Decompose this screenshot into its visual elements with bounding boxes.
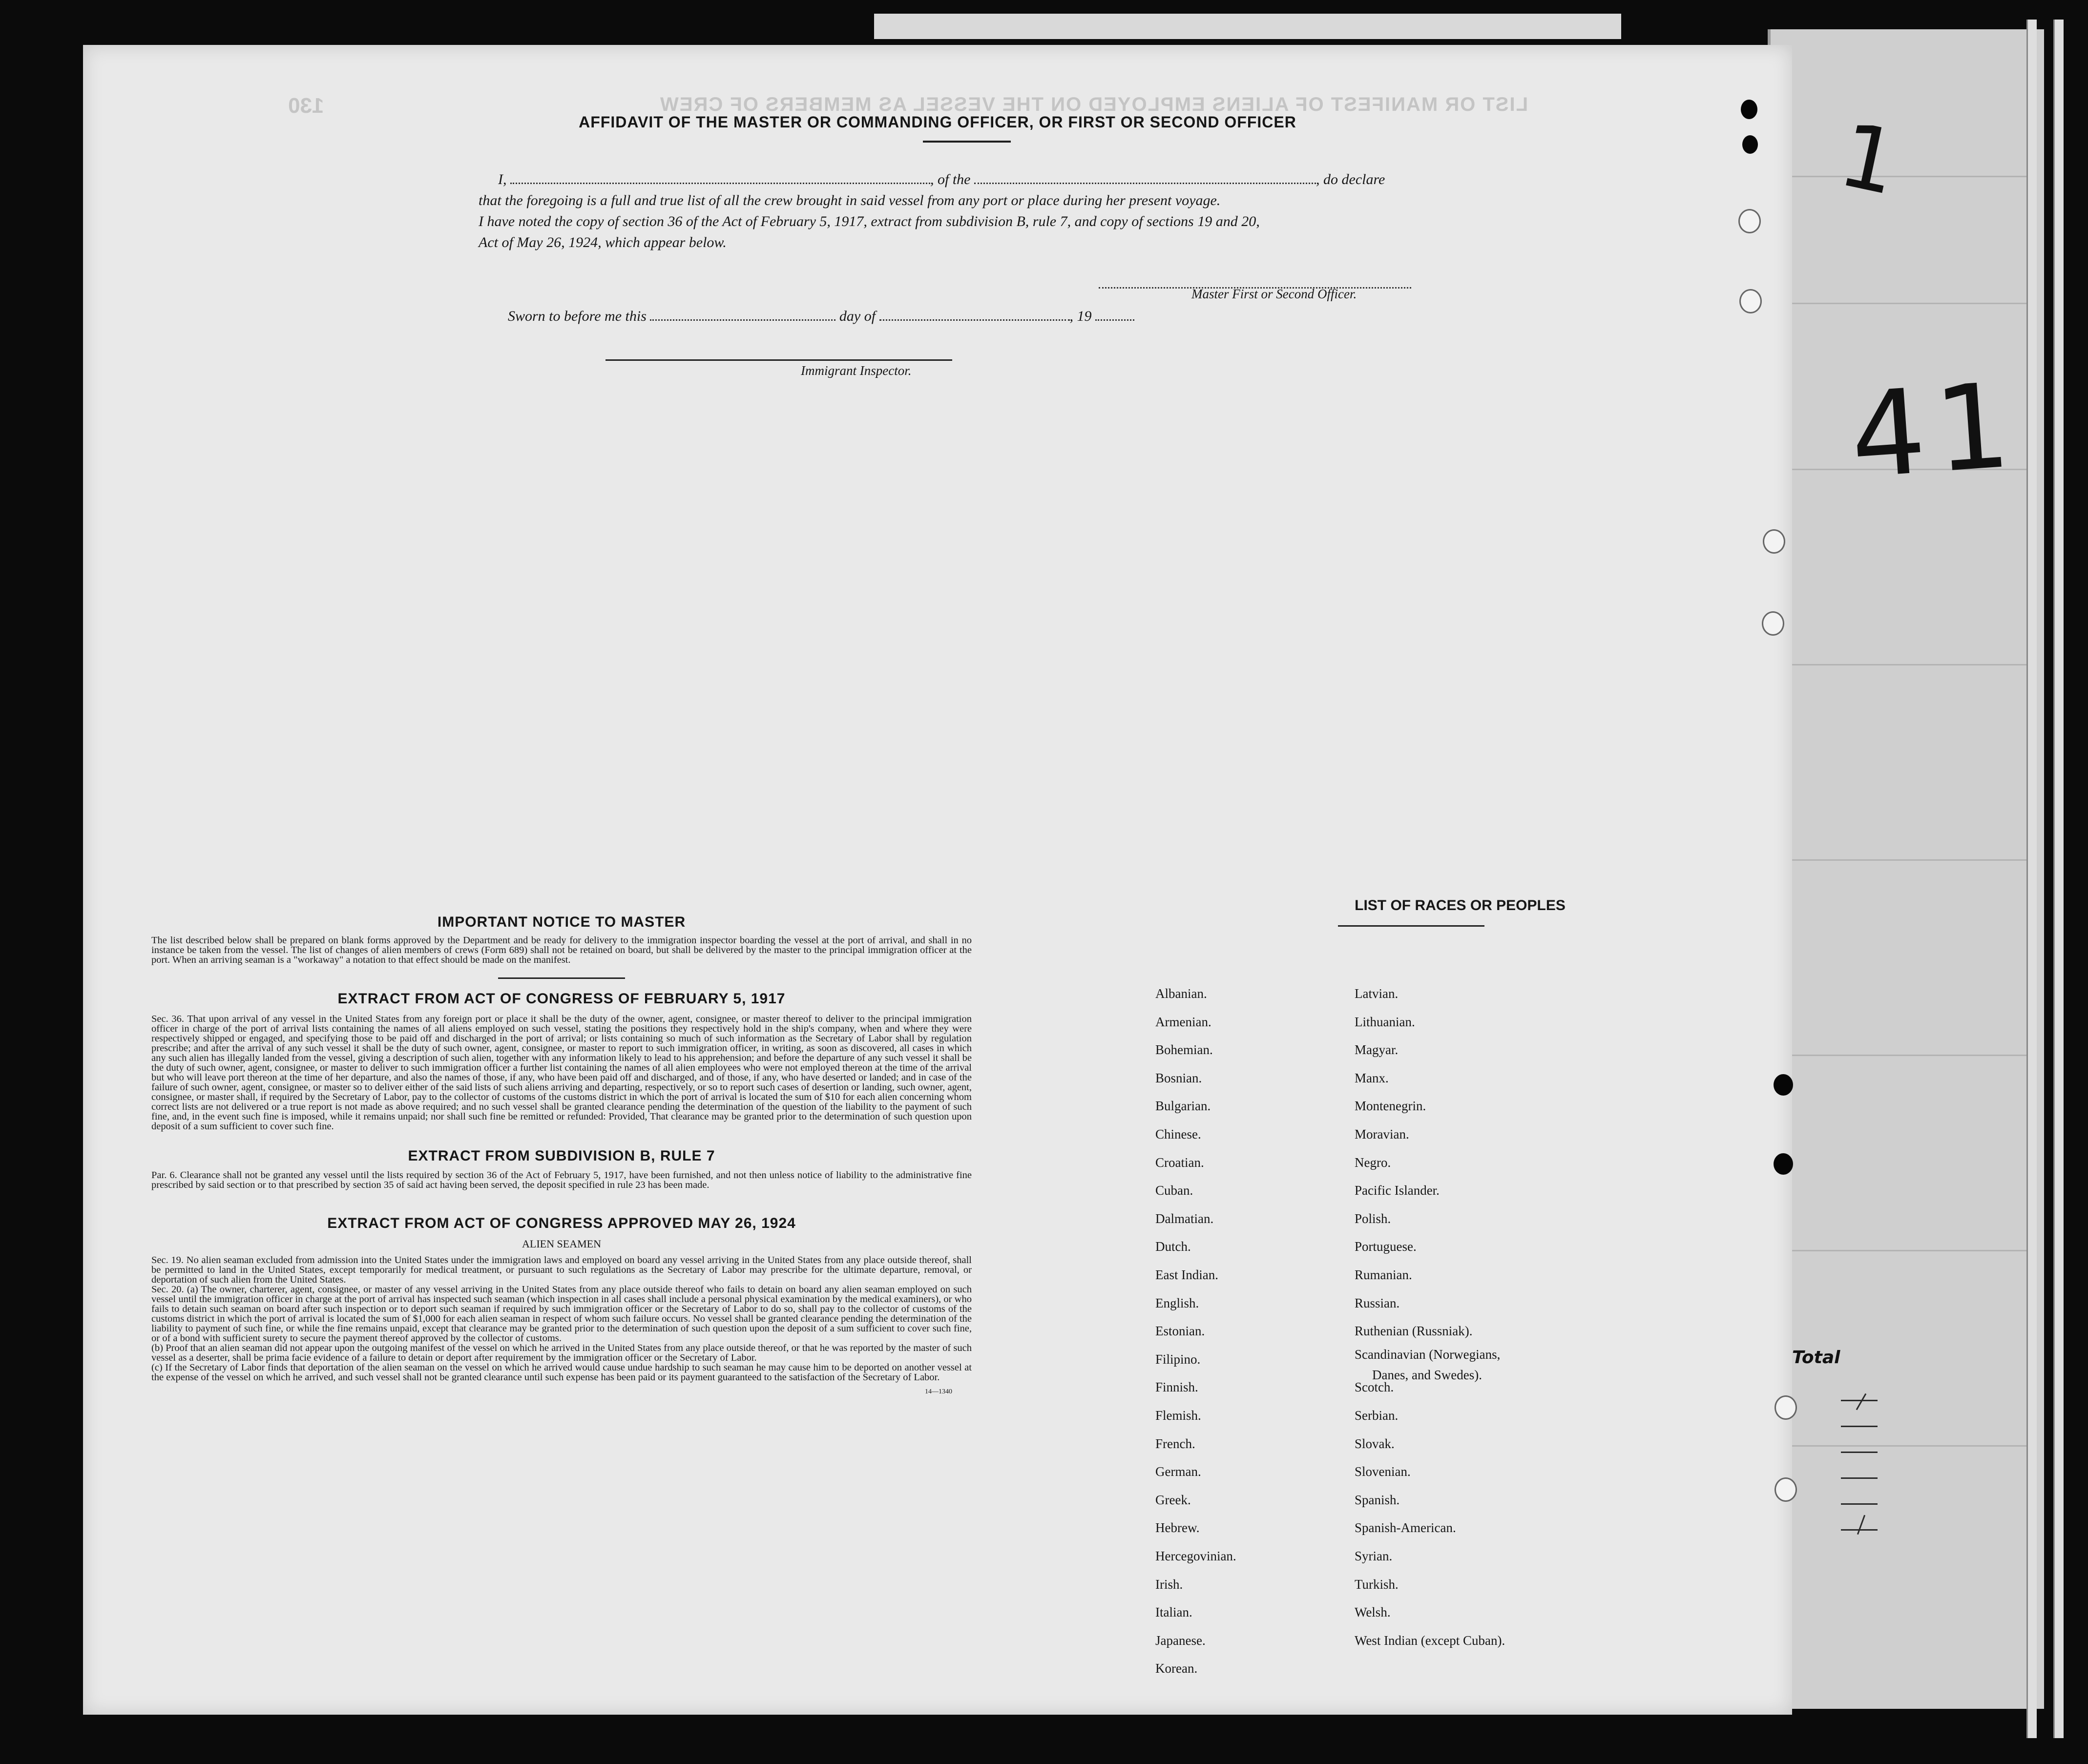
handwritten-number: 41 [1846,356,2024,505]
race-item: Albanian. [1155,986,1207,1001]
binder-hole [1741,100,1757,119]
bleed-through-header: LIST OR MANIFEST OF ALIENS EMPLOYED ON THE VESSEL AS MEMBERS OF CREW [659,94,1528,115]
notice-title: IMPORTANT NOTICE TO MASTER [437,914,686,930]
race-item: Dutch. [1155,1239,1191,1254]
race-item: Bohemian. [1155,1042,1213,1058]
race-item: French. [1155,1436,1195,1451]
race-item: Danes, and Swedes). [1372,1367,1482,1382]
race-item: Polish. [1355,1211,1391,1226]
race-item: Magyar. [1355,1042,1399,1058]
race-item: Pacific Islander. [1355,1183,1440,1198]
race-item: Hebrew. [1155,1520,1200,1536]
race-item: Italian. [1155,1605,1192,1620]
divider [498,977,625,979]
tally-line [1841,1503,1878,1505]
affidavit-i: I, [498,171,507,187]
section-20c: (c) If the Secretary of Labor finds that deportation of the alien seaman on the vessel on which he arrived would cause undue hardship to such seaman he may cause him to be deported on another vessel at the expense of the vessel on which he arrived, and such vessel shall not be granted clearance until such expense has been paid or its payment guaranteed to the satisfaction of the Secretary of Labor. [151,1362,972,1383]
manifest-page [83,45,2024,1715]
race-item: Ruthenian (Russniak). [1355,1324,1473,1339]
binder-hole [1738,209,1761,233]
race-item: Syrian. [1355,1549,1393,1563]
tally-line [1841,1452,1878,1453]
race-item: Welsh. [1355,1605,1391,1620]
inspector-signature-label: Immigrant Inspector. [801,363,912,378]
binder-hole [1739,289,1762,313]
sworn-month-blank[interactable] [879,307,1070,321]
notice-body: The list described below shall be prepared on blank forms approved by the Department and be ready for delivery to the immigration inspector boarding the vessel at the port of arrival, and shall in no instance be taken from the vessel. The list of changes of alien members of crews (Form 689) shall not be retained on board, but shall be delivered by the master to the principal immigration officer at the port. When an arriving seaman is a "workaway" a notation to that effect should be made on the manifest. [151,935,972,965]
race-item: Croatian. [1155,1155,1204,1170]
binder-hole [1775,1477,1797,1502]
race-item: West Indian (except Cuban). [1355,1633,1505,1648]
race-item: Flemish. [1155,1408,1201,1423]
affidavit-of: , of the [930,171,971,187]
sworn-day-blank[interactable] [650,307,835,321]
inspector-signature-line[interactable] [606,359,952,361]
binder-hole [1762,611,1784,636]
race-item: Scotch. [1355,1380,1394,1395]
binder-hole [1763,529,1785,554]
sheet-edge [2053,20,2064,1738]
race-item: English. [1155,1295,1199,1310]
title-rule [923,141,1011,143]
race-item: East Indian. [1155,1267,1218,1282]
race-item: Chinese. [1155,1127,1201,1141]
tally-line [1841,1400,1878,1401]
race-item: Rumanian. [1355,1267,1412,1282]
race-item: Armenian. [1155,1014,1211,1029]
race-item: Bulgarian. [1155,1099,1211,1114]
affidavit-line-1 [498,169,1385,190]
binding-strip [874,14,1621,39]
race-item: Estonian. [1155,1324,1205,1339]
race-item: Filipino. [1155,1351,1201,1367]
race-item: Manx. [1355,1070,1389,1085]
race-item: Hercegovinian. [1155,1549,1236,1563]
races-title: LIST OF RACES OR PEOPLES [1355,897,1566,913]
section-20a: Sec. 20. (a) The owner, charterer, agent, consignee, or master of any vessel arriving in the United States from any place outside thereof who fails to detain on board any alien seaman employed on such vessel until the immigration officer in charge at the port of arrival has inspected such seaman (which inspection in all cases shall include a personal physical examination by the medical examiners), or who fails to detain such seaman on board after such inspection or to deport such seaman if required by such immigration officer or the Secretary of Labor to do so, shall pay to the collector of customs of the customs district in which the port of arrival is located the sum of $1,000 for each alien seaman in respect of whom such failure occurs. No vessel shall be granted clearance pending the determination of the liability to payment of such fine, or while the fine remains unpaid, except that clearance may be granted prior to the determination of such question upon the deposit of a sum sufficient to cover such fine, or of a bond with sufficient surety to secure the payment thereof approved by the collector of customs. [151,1284,972,1344]
race-item: Montenegrin. [1355,1099,1426,1114]
race-item: Korean. [1155,1661,1198,1676]
page-number: 130 [288,94,324,118]
race-item: Cuban. [1155,1183,1193,1198]
race-item: Latvian. [1355,986,1399,1001]
races-title-rule [1338,925,1484,927]
race-item: Turkish. [1355,1577,1399,1592]
tally-line [1841,1426,1878,1427]
underlying-sheet [1768,29,2044,1709]
extract-1917-body: Sec. 36. That upon arrival of any vessel in the United States from any foreign port or place it shall be the duty of the owner, agent, consignee, or master thereof to deliver to the principal immigration officer in charge of the port of arrival lists containing the names of all aliens employed on such vessel, stating the positions they respectively hold in the ship's company, when and where they were respectively shipped or engaged, and specifying those to be paid off and discharged in the port of arrival; or lists containing so much of such information as the Secretary of Labor shall by regulation prescribe; and after the arrival of any such vessel it shall be the duty of such owner, agent, consignee, or master to report to such immigration officer, in writing, as soon as discovered, all cases in which any such alien has illegally landed from the vessel, giving a description of such alien, together with any information likely to lead to his apprehension; and before the departure of any such vessel it shall be the duty of such owner, agent, consignee, or master to deliver to such immigration officer a further list containing the names of all alien employees who were not employed thereon at the time of the arrival but who will leave port thereon at the time of her departure, and also the names of those, if any, who have been paid off and discharged, and of those, if any, who have deserted or landed; and in case of the failure of such owner, agent, consignee, or master so to deliver either of the said lists of such aliens arriving and departing, respectively, or so to report such cases of desertion or landing, such owner, agent, consignee, or master shall, if required by the Secretary of Labor, pay to the collector of customs of the customs district in which the port of arrival is located the sum of $10 for each alien concerning whom correct lists are not delivered or a true report is not made as above required; and no such vessel shall be granted clearance pending the determination of the question of the liability to the payment of such fine, and, in the event such fine is imposed, while it remains unpaid; nor shall such fine be remitted or refunded: Provided, That clearance may be granted prior to the determination of such question upon deposit of a sum sufficient to cover such fine. [151,1014,972,1132]
extract-1924-title: EXTRACT FROM ACT OF CONGRESS APPROVED MAY 26, 1924 [327,1215,796,1231]
alien-seamen-subtitle: ALIEN SEAMEN [522,1238,601,1250]
binder-hole [1775,1395,1797,1420]
form-number: 14—1340 [925,1388,952,1395]
binder-hole [1774,1074,1793,1096]
sworn-line [508,306,1134,327]
notice-section [151,914,972,1396]
race-item: Serbian. [1355,1408,1399,1423]
vessel-blank[interactable] [974,170,1316,184]
race-item: Slovak. [1355,1436,1395,1451]
sworn-label: Sworn to before me this [508,308,647,324]
year-label: , 19 [1069,308,1092,324]
name-blank[interactable] [510,170,930,184]
binder-hole [1774,1153,1793,1175]
race-item: Japanese. [1155,1633,1206,1648]
race-item: Russian. [1355,1295,1400,1310]
race-item: Dalmatian. [1155,1211,1214,1226]
race-item: Moravian. [1355,1127,1409,1141]
race-item: Finnish. [1155,1380,1198,1395]
affidavit-declare: , do declare [1316,171,1385,187]
race-item: Slovenian. [1355,1464,1411,1479]
race-item: Negro. [1355,1155,1391,1170]
tally-line [1841,1477,1878,1479]
section-20b: (b) Proof that an alien seaman did not appear upon the outgoing manifest of the vessel on which he arrived in the United States from any place outside thereof, or that he was reported by the master of such vessel as a deserter, shall be prima facie evidence of a failure to detain or deport after requirement by the immigration officer or the Secretary of Labor. [151,1343,972,1363]
affidavit-title: AFFIDAVIT OF THE MASTER OR COMMANDING OFFICER, OR FIRST OR SECOND OFFICER [579,113,1296,131]
total-label: Total [1792,1348,1840,1368]
extract-rule7-title: EXTRACT FROM SUBDIVISION B, RULE 7 [408,1148,715,1164]
master-signature-label: Master First or Second Officer. [1191,287,1357,301]
race-item: Irish. [1155,1577,1183,1592]
race-item: Spanish-American. [1355,1520,1456,1536]
extract-1917-title: EXTRACT FROM ACT OF CONGRESS OF FEBRUARY 5, 1917 [337,991,786,1007]
race-item: Lithuanian. [1355,1014,1415,1029]
race-item: Portuguese. [1355,1239,1417,1254]
race-item: German. [1155,1464,1201,1479]
race-item: Bosnian. [1155,1070,1202,1085]
day-of-label: day of [839,308,876,324]
binder-hole [1742,135,1758,154]
handwritten-mark: 1 [1831,104,1907,215]
extract-rule7-body: Par. 6. Clearance shall not be granted any vessel until the lists required by section 36 of the Act of February 5, 1917, have been furnished, and not then unless notice of liability to the administrative fine prescribed by said section or to that prescribed by section 35 of said act having been served, the deposit specified in rule 23 has been made. [151,1170,972,1190]
race-item: Spanish. [1355,1492,1400,1507]
sheet-edge [2026,20,2037,1738]
affidavit-line-3: I have noted the copy of section 36 of the Act of February 5, 1917, extract from subdivision B, rule 7, and copy of sections 19 and 20, [479,213,1260,229]
sworn-year-blank[interactable] [1095,307,1134,321]
race-item: Scandinavian (Norwegians, [1355,1347,1501,1362]
affidavit-line-4: Act of May 26, 1924, which appear below. [479,234,727,250]
race-item: Greek. [1155,1492,1191,1507]
affidavit-line-2: that the foregoing is a full and true list of all the crew brought in said vessel from any port or place during her present voyage. [479,192,1221,208]
section-19: Sec. 19. No alien seaman excluded from admission into the United States under the immigration laws and employed on board any vessel arriving in the United States from any place outside thereof, shall be permitted to land in the United States, except temporarily for medical treatment, or pursuant to such regulations as the Secretary of Labor may prescribe for the ultimate departure, removal, or deportation of such alien from the United States. [151,1255,972,1285]
